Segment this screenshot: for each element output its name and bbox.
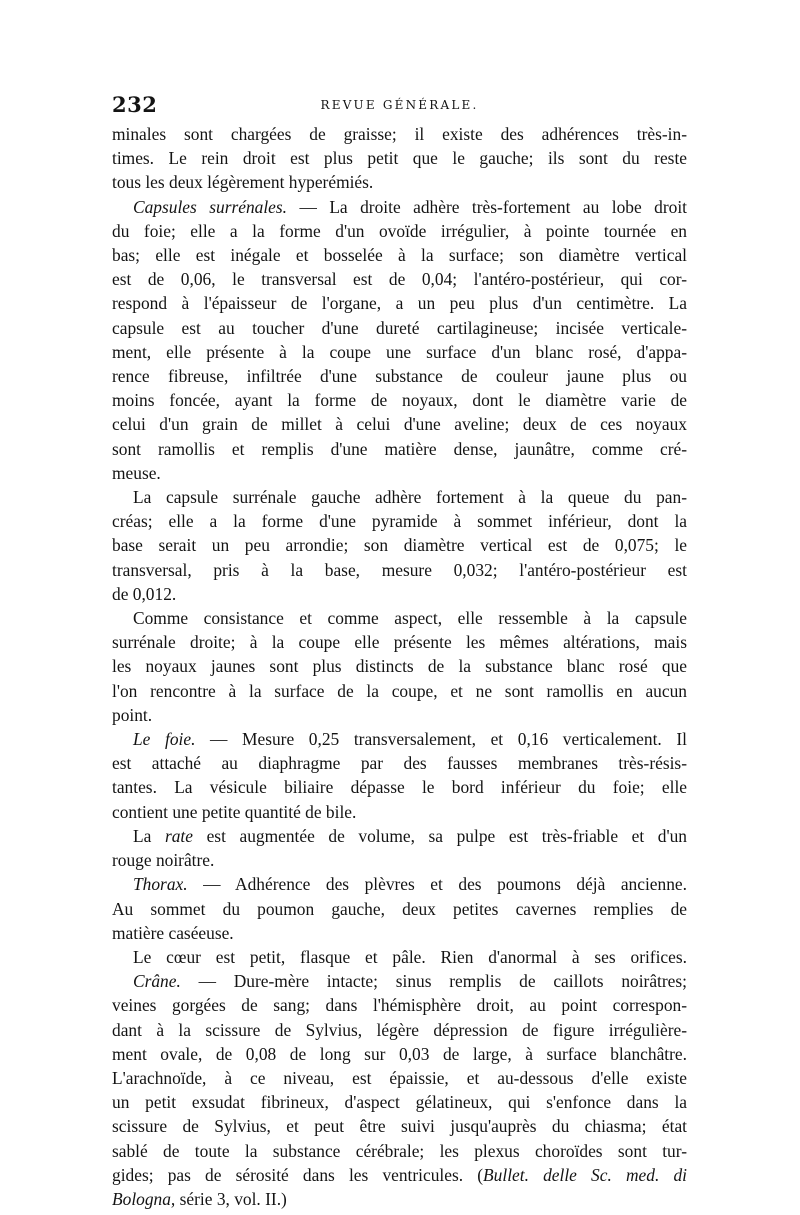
text-line	[112, 872, 687, 896]
text-segment: — Dure-mère intacte; sinus remplis de caillots noirâtres;	[198, 971, 687, 992]
text-segment: série 3, vol. II.)	[179, 1188, 287, 1209]
text-segment: est attaché au diaphragme par des fausses membranes très-résis-	[112, 753, 687, 774]
text-line	[112, 897, 687, 921]
page-number: 232	[112, 92, 158, 117]
text-line	[112, 606, 687, 630]
text-segment: La capsule surrénale gauche adhère fortement à la queue du pan-	[133, 487, 687, 508]
text-line	[112, 461, 687, 485]
text-segment: dant à la scissure de Sylvius, légère dépression de figure irrégulière-	[112, 1019, 687, 1040]
text-line	[112, 703, 687, 727]
journal-title: REVUE GÉNÉRALE.	[320, 98, 479, 112]
text-line	[112, 509, 687, 533]
text-line	[112, 291, 687, 315]
text-line	[112, 388, 687, 412]
text-line	[112, 219, 687, 243]
text-segment: du foie; elle a la forme d'un ovoïde irrégulier, à pointe tournée en	[112, 220, 687, 241]
text-segment: celui d'un grain de millet à celui d'une aveline; deux de ces noyaux	[112, 414, 687, 435]
text-line	[112, 122, 687, 146]
text-segment: un petit exsudat fibrineux, d'aspect gélatineux, qui s'enfonce dans la	[112, 1092, 687, 1113]
body-text	[112, 122, 687, 1211]
text-line	[112, 340, 687, 364]
text-segment: scissure de Sylvius, et peut être suivi jusqu'auprès du chiasma; état	[112, 1116, 687, 1137]
text-line	[112, 1018, 687, 1042]
text-line	[112, 993, 687, 1017]
text-segment: respond à l'épaisseur de l'organe, a un peu plus d'un centimètre. La	[112, 293, 687, 314]
text-line	[112, 824, 687, 848]
text-segment: times. Le rein droit est plus petit que le gauche; ils sont du reste	[112, 148, 687, 169]
text-segment: base serait un peu arrondie; son diamètre vertical est de 0,075; le	[112, 535, 687, 556]
text-segment: — La droite adhère très-fortement au lobe droit	[299, 196, 687, 217]
text-segment: sont ramollis et remplis d'une matière dense, jaunâtre, comme cré-	[112, 438, 687, 459]
text-line	[112, 969, 687, 993]
text-segment: minales sont chargées de graisse; il existe des adhérences très-in-	[112, 124, 687, 144]
text-segment: de 0,012.	[112, 583, 177, 604]
text-line	[112, 558, 687, 582]
text-segment: contient une petite quantité de bile.	[112, 801, 357, 822]
text-line	[112, 654, 687, 678]
text-line	[112, 1187, 687, 1211]
text-segment: est augmentée de volume, sa pulpe est très-friable et d'un	[206, 825, 687, 846]
italic-segment: Bologna,	[112, 1188, 176, 1209]
word-space	[151, 826, 165, 846]
text-segment: La	[133, 825, 152, 846]
text-segment: matière caséeuse.	[112, 922, 234, 943]
text-line	[112, 1066, 687, 1090]
text-line	[112, 1114, 687, 1138]
text-line	[112, 316, 687, 340]
text-segment: les noyaux jaunes sont plus distincts de la substance blanc rosé que	[112, 656, 687, 677]
text-line	[112, 751, 687, 775]
text-line	[112, 170, 687, 194]
text-line	[112, 848, 687, 872]
word-space	[181, 971, 199, 991]
text-line	[112, 364, 687, 388]
text-line	[112, 533, 687, 557]
italic-segment: rate	[164, 825, 193, 846]
text-line	[112, 582, 687, 606]
text-line	[112, 1163, 687, 1187]
text-line	[112, 679, 687, 703]
text-segment: ment, elle présente à la coupe une surface d'un blanc rosé, d'appa-	[112, 341, 687, 362]
word-space	[287, 197, 299, 217]
text-line	[112, 412, 687, 436]
text-segment: point.	[112, 704, 153, 725]
italic-segment: Le foie.	[133, 729, 196, 750]
text-line	[112, 945, 687, 969]
text-line	[112, 1139, 687, 1163]
text-segment: veines gorgées de sang; dans l'hémisphère droit, au point correspon-	[112, 995, 687, 1016]
text-line	[112, 195, 687, 219]
text-line	[112, 437, 687, 461]
text-segment: créas; elle a la forme d'une pyramide à sommet inférieur, dont la	[112, 511, 687, 532]
italic-segment: Bullet. delle Sc. med. di	[483, 1164, 687, 1185]
text-segment: rouge noirâtre.	[112, 850, 215, 871]
text-segment: transversal, pris à la base, mesure 0,032; l'antéro-postérieur est	[112, 559, 687, 580]
text-line	[112, 243, 687, 267]
text-segment: gides; pas de sérosité dans les ventricules. (	[112, 1164, 484, 1185]
text-segment: capsule est au toucher d'une dureté cartilagineuse; incisée verticale-	[112, 317, 687, 338]
text-segment: tous les deux légèrement hyperémiés.	[112, 172, 374, 193]
word-space	[188, 874, 204, 894]
text-line	[112, 921, 687, 945]
text-line	[112, 727, 687, 751]
word-space	[193, 826, 207, 846]
text-line	[112, 630, 687, 654]
text-segment: surrénale droite; à la coupe elle présente les mêmes altérations, mais	[112, 632, 687, 653]
book-page	[112, 92, 687, 1211]
text-segment: meuse.	[112, 462, 161, 483]
text-line	[112, 1042, 687, 1066]
text-segment: tantes. La vésicule biliaire dépasse le bord inférieur du foie; elle	[112, 777, 687, 798]
text-segment: est de 0,06, le transversal est de 0,04; l'antéro-postérieur, qui cor-	[112, 269, 687, 290]
text-segment: ment ovale, de 0,08 de long sur 0,03 de large, à surface blanchâtre.	[112, 1043, 687, 1064]
text-line	[112, 1090, 687, 1114]
text-segment: — Mesure 0,25 transversalement, et 0,16 verticalement. Il	[210, 729, 687, 750]
text-segment: moins foncée, ayant la forme de noyaux, dont le diamètre varie de	[112, 390, 687, 411]
word-space	[195, 729, 210, 749]
text-segment: rence fibreuse, infiltrée d'une substance de couleur jaune plus ou	[112, 366, 687, 387]
text-segment: Au sommet du poumon gauche, deux petites cavernes remplies de	[112, 898, 687, 919]
text-line	[112, 775, 687, 799]
text-segment: sablé de toute la substance cérébrale; les plexus choroïdes sont tur-	[112, 1140, 687, 1161]
running-head	[112, 92, 687, 122]
italic-segment: Capsules surrénales.	[133, 196, 287, 217]
text-line	[112, 146, 687, 170]
text-segment: Le cœur est petit, flasque et pâle. Rien d'anormal à ses orifices.	[133, 946, 687, 967]
text-segment: L'arachnoïde, à ce niveau, est épaissie, et au-dessous d'elle existe	[112, 1067, 687, 1088]
text-segment: l'on rencontre à la surface de la coupe, et ne sont ramollis en aucun	[112, 680, 687, 701]
text-segment: bas; elle est inégale et bosselée à la surface; son diamètre vertical	[112, 245, 687, 266]
text-segment: Comme consistance et comme aspect, elle ressemble à la capsule	[133, 608, 687, 629]
italic-segment: Crâne.	[133, 971, 181, 992]
text-line	[112, 800, 687, 824]
text-line	[112, 267, 687, 291]
text-segment: — Adhérence des plèvres et des poumons déjà ancienne.	[203, 874, 687, 895]
italic-segment: Thorax.	[133, 874, 188, 895]
text-line	[112, 485, 687, 509]
